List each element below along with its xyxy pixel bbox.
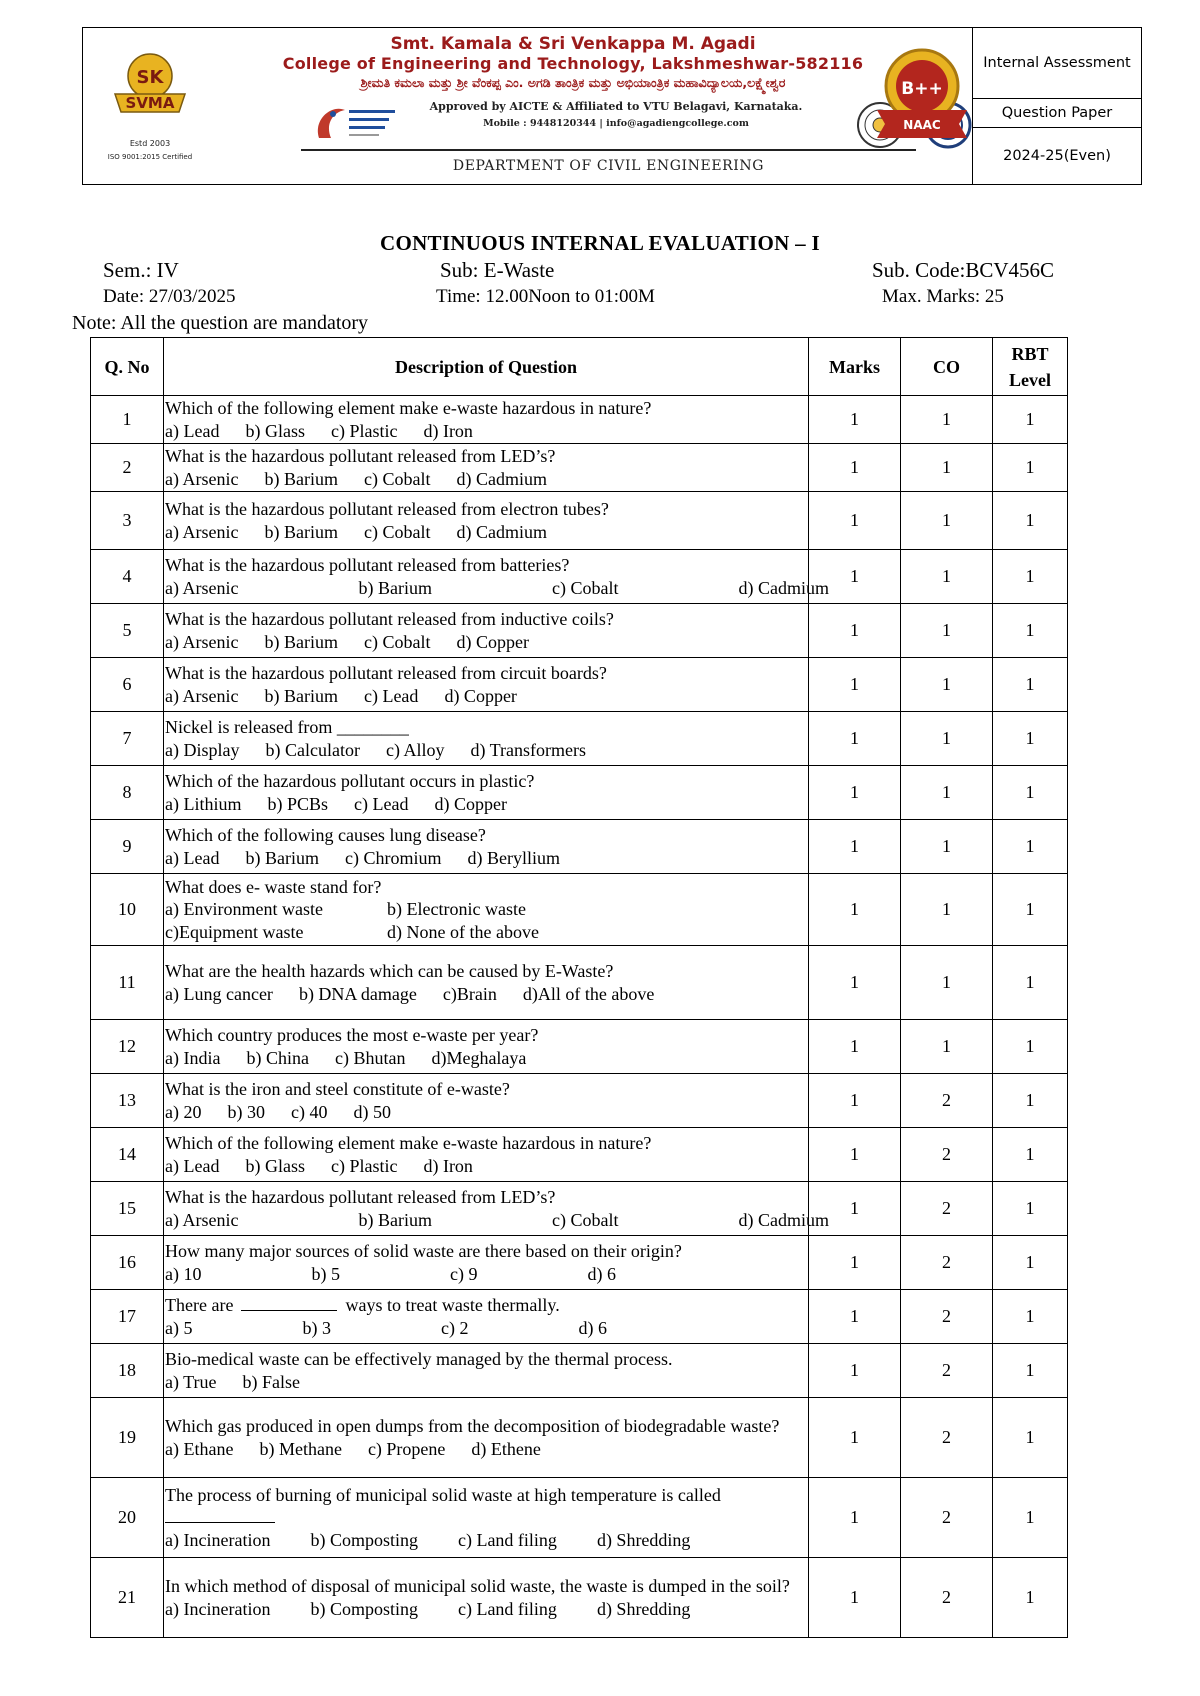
answer-option: d) Cadmium — [456, 468, 547, 489]
answer-option: d) Iron — [423, 420, 473, 441]
co-value: 1 — [901, 874, 993, 946]
college-header — [82, 27, 1142, 185]
options-line — [165, 1263, 808, 1286]
question-text: What is the hazardous pollutant released from batteries? — [165, 555, 570, 575]
question-number: 16 — [91, 1236, 164, 1290]
answer-option: c) Bhutan — [334, 1047, 406, 1068]
rbt-level-value: 1 — [993, 492, 1068, 550]
answer-option: c) 40 — [290, 1101, 328, 1122]
question-text: Bio-medical waste can be effectively managed by the thermal process. — [165, 1349, 673, 1369]
table-header-row — [91, 338, 1068, 396]
rbt-level-value: 1 — [993, 1128, 1068, 1182]
question-description — [164, 1478, 809, 1558]
rbt-level-value: 1 — [993, 712, 1068, 766]
answer-option: b) Barium — [264, 631, 338, 652]
answer-option: c) Land filing — [457, 1529, 557, 1550]
marks-value: 1 — [809, 1290, 901, 1344]
co-value: 1 — [901, 1020, 993, 1074]
answer-option: b) Composting — [310, 1598, 418, 1619]
department-name: DEPARTMENT OF CIVIL ENGINEERING — [452, 158, 765, 174]
table-row — [91, 820, 1068, 874]
question-text: What does e- waste stand for? — [165, 876, 382, 897]
answer-option: c) 2 — [440, 1317, 469, 1338]
co-value: 1 — [901, 712, 993, 766]
co-value: 1 — [901, 820, 993, 874]
question-text: What is the hazardous pollutant released from LED’s? — [165, 446, 556, 466]
max-marks-label: Max. Marks: 25 — [882, 286, 1004, 307]
co-value: 1 — [901, 396, 993, 444]
answer-option: d) 50 — [353, 1101, 391, 1122]
answer-option: d)All of the above — [522, 983, 655, 1004]
table-body — [91, 396, 1068, 1638]
table-row — [91, 1128, 1068, 1182]
answer-option: d) 6 — [578, 1317, 607, 1338]
options-line — [165, 577, 829, 600]
question-number: 14 — [91, 1128, 164, 1182]
co-value: 1 — [901, 492, 993, 550]
question-text: What is the hazardous pollutant released from inductive coils? — [165, 609, 614, 629]
answer-option: b) China — [246, 1047, 309, 1068]
answer-option: a) India — [165, 1047, 221, 1068]
answer-option: d) Shredding — [596, 1598, 691, 1619]
question-description — [164, 946, 809, 1020]
table-row — [91, 1398, 1068, 1478]
answer-option: b) Barium — [264, 685, 338, 706]
header-marks: Marks — [809, 338, 901, 396]
question-number: 10 — [91, 874, 164, 946]
question-number: 13 — [91, 1074, 164, 1128]
question-description — [164, 1236, 809, 1290]
question-number: 3 — [91, 492, 164, 550]
college-name-block — [223, 28, 923, 184]
answer-option: d) Cadmium — [738, 577, 829, 598]
answer-option: c)Brain — [442, 983, 497, 1004]
question-description — [164, 1020, 809, 1074]
rbt-level-value: 1 — [993, 874, 1068, 946]
question-text-pre: There are — [165, 1295, 234, 1315]
co-value: 2 — [901, 1128, 993, 1182]
question-description — [164, 874, 809, 946]
answer-option: b) Electronic waste — [387, 899, 526, 920]
rbt-level-value: 1 — [993, 1344, 1068, 1398]
marks-value: 1 — [809, 1182, 901, 1236]
options-line — [165, 1371, 808, 1394]
table-row — [91, 1290, 1068, 1344]
table-row — [91, 396, 1068, 444]
co-value: 1 — [901, 604, 993, 658]
rbt-level-value: 1 — [993, 604, 1068, 658]
logo-svma-text: SVMA — [125, 94, 175, 112]
question-number: 9 — [91, 820, 164, 874]
rbt-level-value: 1 — [993, 1182, 1068, 1236]
co-value: 1 — [901, 658, 993, 712]
marks-value: 1 — [809, 492, 901, 550]
options-line — [165, 793, 808, 816]
question-text: What is the hazardous pollutant released from LED’s? — [165, 1187, 556, 1207]
contact-line: Mobile : 9448120344 | info@agadiengcollege.com — [483, 118, 749, 129]
marks-value: 1 — [809, 820, 901, 874]
question-number: 19 — [91, 1398, 164, 1478]
question-number: 18 — [91, 1344, 164, 1398]
table-row — [91, 766, 1068, 820]
options-line — [165, 685, 808, 708]
question-number: 6 — [91, 658, 164, 712]
question-number: 4 — [91, 550, 164, 604]
question-number: 12 — [91, 1020, 164, 1074]
answer-option: c) 9 — [449, 1263, 478, 1284]
question-description — [164, 1182, 829, 1236]
rbt-level-value: 1 — [993, 946, 1068, 1020]
semester-label: Sem.: IV — [103, 258, 179, 282]
options-line — [165, 521, 808, 544]
question-description — [164, 492, 809, 550]
co-value: 1 — [901, 766, 993, 820]
question-text: Which of the following element make e-waste hazardous in nature? — [165, 1133, 652, 1153]
question-text: Which of the hazardous pollutant occurs in plastic? — [165, 771, 535, 791]
time-label: Time: 12.00Noon to 01:00M — [436, 286, 655, 307]
subject-code-label: Sub. Code:BCV456C — [872, 258, 1055, 282]
answer-option: d)Meghalaya — [431, 1047, 527, 1068]
options-line — [165, 631, 808, 654]
options-line — [165, 1317, 808, 1340]
table-row — [91, 874, 1068, 946]
question-description — [164, 444, 809, 492]
logo-iso-text: ISO 9001:2015 Certified — [107, 153, 193, 161]
table-row — [91, 492, 1068, 550]
question-number: 15 — [91, 1182, 164, 1236]
question-description — [164, 396, 809, 444]
rbt-level-value: 1 — [993, 1236, 1068, 1290]
answer-option: a) Arsenic — [165, 521, 239, 542]
marks-value: 1 — [809, 1398, 901, 1478]
co-value: 2 — [901, 1398, 993, 1478]
internal-assessment-cell: Internal Assessment — [973, 28, 1141, 99]
answer-option: b) Methane — [259, 1438, 342, 1459]
rbt-level-value: 1 — [993, 820, 1068, 874]
logo-sk-text: SK — [136, 67, 164, 88]
marks-value: 1 — [809, 766, 901, 820]
answer-option: a) Incineration — [165, 1529, 271, 1550]
answer-option: b) Composting — [310, 1529, 418, 1550]
question-text: What is the hazardous pollutant released from circuit boards? — [165, 663, 607, 683]
question-description — [164, 550, 829, 604]
answer-option: b) 30 — [227, 1101, 265, 1122]
answer-option: d) Beryllium — [467, 847, 560, 868]
college-name-line1: Smt. Kamala & Sri Venkappa M. Agadi — [390, 34, 756, 54]
answer-option: a) Lung cancer — [165, 983, 273, 1004]
answer-option: a) Ethane — [165, 1438, 234, 1459]
question-table — [90, 337, 1068, 1638]
answer-option: d) Cadmium — [456, 521, 547, 542]
naac-grade-text: B++ — [901, 79, 943, 99]
question-description — [164, 1128, 809, 1182]
table-row — [91, 1344, 1068, 1398]
question-text-post: ways to treat waste thermally. — [345, 1295, 560, 1315]
marks-value: 1 — [809, 396, 901, 444]
answer-option: a) Arsenic — [165, 1209, 239, 1230]
table-row — [91, 1236, 1068, 1290]
question-paper-cell: Question Paper — [973, 99, 1141, 128]
date-label: Date: 27/03/2025 — [103, 286, 236, 307]
answer-option: a) Lead — [165, 1155, 220, 1176]
marks-value: 1 — [809, 1074, 901, 1128]
question-text: Which gas produced in open dumps from the decomposition of biodegradable waste? — [165, 1416, 780, 1436]
answer-option: c) Propene — [367, 1438, 446, 1459]
answer-option: b) 3 — [302, 1317, 331, 1338]
academic-year-cell: 2024-25(Even) — [1003, 148, 1111, 164]
header-rule — [301, 149, 916, 151]
answer-option: c) Alloy — [385, 739, 445, 760]
question-text: What is the iron and steel constitute of e-waste? — [165, 1079, 510, 1099]
answer-option: c) Plastic — [330, 420, 398, 441]
question-description — [164, 1074, 809, 1128]
table-row — [91, 658, 1068, 712]
question-number: 7 — [91, 712, 164, 766]
naac-badge-icon — [873, 44, 971, 144]
table-row — [91, 1182, 1068, 1236]
question-description — [164, 1558, 809, 1638]
question-description — [164, 766, 809, 820]
instruction-note: Note: All the question are mandatory — [72, 312, 369, 334]
question-description — [164, 820, 809, 874]
answer-option: b) Glass — [245, 420, 305, 441]
marks-value: 1 — [809, 1478, 901, 1558]
marks-value: 1 — [809, 444, 901, 492]
answer-option: d) Iron — [423, 1155, 473, 1176]
marks-value: 1 — [809, 946, 901, 1020]
answer-option: a) Arsenic — [165, 577, 239, 598]
options-line — [165, 898, 808, 921]
header-rbt: RBT Level — [993, 338, 1068, 396]
question-description — [164, 1398, 809, 1478]
answer-option: b) Barium — [358, 577, 432, 598]
answer-option: c)Equipment waste — [165, 921, 304, 942]
rbt-level-value: 1 — [993, 1558, 1068, 1638]
marks-value: 1 — [809, 874, 901, 946]
answer-option: a) Lithium — [165, 793, 242, 814]
answer-option: c) Chromium — [344, 847, 442, 868]
answer-option: c) Cobalt — [363, 521, 431, 542]
table-row — [91, 1020, 1068, 1074]
answer-option: d) Cadmium — [738, 1209, 829, 1230]
table-row — [91, 604, 1068, 658]
subject-label: Sub: E-Waste — [440, 258, 555, 282]
answer-option: c) Lead — [363, 685, 419, 706]
table-row — [91, 712, 1068, 766]
rbt-level-value: 1 — [993, 1478, 1068, 1558]
question-number: 5 — [91, 604, 164, 658]
question-number: 17 — [91, 1290, 164, 1344]
question-text: Which of the following element make e-waste hazardous in nature? — [165, 398, 652, 418]
answer-option: c) Cobalt — [363, 468, 431, 489]
answer-option: b) PCBs — [267, 793, 329, 814]
answer-option: d) Copper — [444, 685, 517, 706]
question-number: 21 — [91, 1558, 164, 1638]
options-line — [165, 420, 808, 443]
rbt-level-value: 1 — [993, 1020, 1068, 1074]
options-line — [165, 1598, 808, 1621]
question-text: How many major sources of solid waste are there based on their origin? — [165, 1241, 682, 1261]
answer-option: a) Arsenic — [165, 685, 239, 706]
marks-value: 1 — [809, 1344, 901, 1398]
rbt-level-value: 1 — [993, 658, 1068, 712]
options-line — [165, 983, 808, 1006]
answer-option: d) Copper — [456, 631, 529, 652]
answer-option: a) 10 — [165, 1263, 202, 1284]
options-line — [165, 468, 808, 491]
answer-option: b) False — [242, 1371, 301, 1392]
question-number: 2 — [91, 444, 164, 492]
question-description — [164, 604, 809, 658]
options-line — [165, 1529, 808, 1552]
answer-option: d) Ethene — [471, 1438, 541, 1459]
header-qno: Q. No — [91, 338, 164, 396]
co-value: 2 — [901, 1478, 993, 1558]
rbt-level-value: 1 — [993, 766, 1068, 820]
answer-option: c) Plastic — [330, 1155, 398, 1176]
answer-option: b) Calculator — [265, 739, 360, 760]
answer-option: a) Environment waste — [165, 899, 323, 920]
answer-option: a) Lead — [165, 847, 220, 868]
co-value: 2 — [901, 1290, 993, 1344]
answer-option: b) DNA damage — [298, 983, 417, 1004]
answer-option: c) Cobalt — [551, 577, 619, 598]
marks-value: 1 — [809, 604, 901, 658]
marks-value: 1 — [809, 1236, 901, 1290]
question-text — [165, 1294, 808, 1317]
naac-label-text: NAAC — [903, 118, 941, 132]
answer-option: c) Land filing — [457, 1598, 557, 1619]
co-value: 2 — [901, 1074, 993, 1128]
co-value: 2 — [901, 1182, 993, 1236]
options-line — [165, 847, 808, 870]
rbt-level-value: 1 — [993, 1290, 1068, 1344]
table-row — [91, 550, 1068, 604]
answer-option: a) Arsenic — [165, 631, 239, 652]
answer-option: b) Barium — [264, 468, 338, 489]
co-value: 2 — [901, 1236, 993, 1290]
question-number: 8 — [91, 766, 164, 820]
question-number: 11 — [91, 946, 164, 1020]
fill-in-blank — [165, 1508, 275, 1523]
answer-option: c) Cobalt — [551, 1209, 619, 1230]
question-text: In which method of disposal of municipal solid waste, the waste is dumped in the soil? — [165, 1576, 790, 1596]
answer-option: a) Incineration — [165, 1598, 271, 1619]
college-name-line2: College of Engineering and Technology, Lakshmeshwar-582116 — [282, 54, 864, 73]
answer-option: a) 5 — [165, 1317, 193, 1338]
answer-option: d) Copper — [434, 793, 507, 814]
marks-value: 1 — [809, 1558, 901, 1638]
answer-option: d) Transformers — [470, 739, 586, 760]
answer-option: b) Barium — [245, 847, 319, 868]
question-text: What are the health hazards which can be caused by E-Waste? — [165, 961, 614, 981]
answer-option: d) 6 — [587, 1263, 616, 1284]
logo-estd-text: Estd 2003 — [129, 139, 171, 148]
question-description — [164, 1290, 809, 1344]
assessment-info-cells — [972, 28, 1141, 184]
question-description — [164, 1344, 809, 1398]
marks-value: 1 — [809, 550, 901, 604]
marks-value: 1 — [809, 1020, 901, 1074]
approval-line: Approved by AICTE & Affiliated to VTU Belagavi, Karnataka. — [429, 100, 803, 113]
rbt-level-value: 1 — [993, 444, 1068, 492]
header-description: Description of Question — [164, 338, 809, 396]
answer-option: d) None of the above — [387, 921, 539, 942]
answer-option: d) Shredding — [596, 1529, 691, 1550]
table-row — [91, 1074, 1068, 1128]
answer-option: a) Lead — [165, 420, 220, 441]
question-number: 1 — [91, 396, 164, 444]
answer-option: a) True — [165, 1371, 217, 1392]
options-line — [165, 921, 808, 944]
rbt-level-value: 1 — [993, 1074, 1068, 1128]
rbt-level-value: 1 — [993, 396, 1068, 444]
question-text: Nickel is released from ________ — [165, 717, 409, 737]
exam-title: CONTINUOUS INTERNAL EVALUATION – I — [379, 231, 820, 255]
table-row — [91, 1478, 1068, 1558]
marks-value: 1 — [809, 658, 901, 712]
options-line — [165, 739, 808, 762]
options-line — [165, 1155, 808, 1178]
marks-value: 1 — [809, 1128, 901, 1182]
question-text: What is the hazardous pollutant released from electron tubes? — [165, 499, 609, 519]
co-value: 1 — [901, 550, 993, 604]
question-description — [164, 658, 809, 712]
answer-option: b) 5 — [311, 1263, 340, 1284]
fill-in-blank — [241, 1296, 337, 1311]
college-name-kannada: ಶ್ರೀಮತಿ ಕಮಲಾ ಮತ್ತು ಶ್ರೀ ವೆಂಕಪ್ಪ ಎಂ. ಅಗಡಿ ತಾಂತ್ರಿಕ ಮತ್ತು ಅಭಿಯಾಂತ್ರಿಕ ಮಹಾವಿದ್ಯಾಲಯ,ಲಕ್ಷ್ಮೇಶ್ವರ — [360, 75, 786, 90]
answer-option: a) 20 — [165, 1101, 202, 1122]
college-logo — [95, 46, 205, 176]
question-text: Which of the following causes lung disease? — [165, 825, 486, 845]
answer-option: c) Lead — [354, 793, 409, 814]
co-value: 1 — [901, 946, 993, 1020]
rbt-level-value: 1 — [993, 550, 1068, 604]
answer-option: a) Arsenic — [165, 468, 239, 489]
answer-option: b) Glass — [245, 1155, 305, 1176]
question-text: Which country produces the most e-waste per year? — [165, 1025, 539, 1045]
marks-value: 1 — [809, 712, 901, 766]
co-value: 1 — [901, 444, 993, 492]
question-description — [164, 712, 809, 766]
co-value: 2 — [901, 1558, 993, 1638]
answer-option: b) Barium — [358, 1209, 432, 1230]
table-row — [91, 444, 1068, 492]
table-row — [91, 946, 1068, 1020]
table-row — [91, 1558, 1068, 1638]
rbt-level-value: 1 — [993, 1398, 1068, 1478]
options-line — [165, 1209, 829, 1232]
options-line — [165, 1047, 808, 1070]
question-text: The process of burning of municipal solid waste at high temperature is called — [165, 1484, 721, 1505]
question-number: 20 — [91, 1478, 164, 1558]
options-line — [165, 1438, 808, 1461]
options-line — [165, 1101, 808, 1124]
header-co: CO — [901, 338, 993, 396]
co-value: 2 — [901, 1344, 993, 1398]
iic-logo-icon — [311, 100, 401, 146]
answer-option: c) Cobalt — [363, 631, 431, 652]
answer-option: b) Barium — [264, 521, 338, 542]
answer-option: a) Display — [165, 739, 240, 760]
